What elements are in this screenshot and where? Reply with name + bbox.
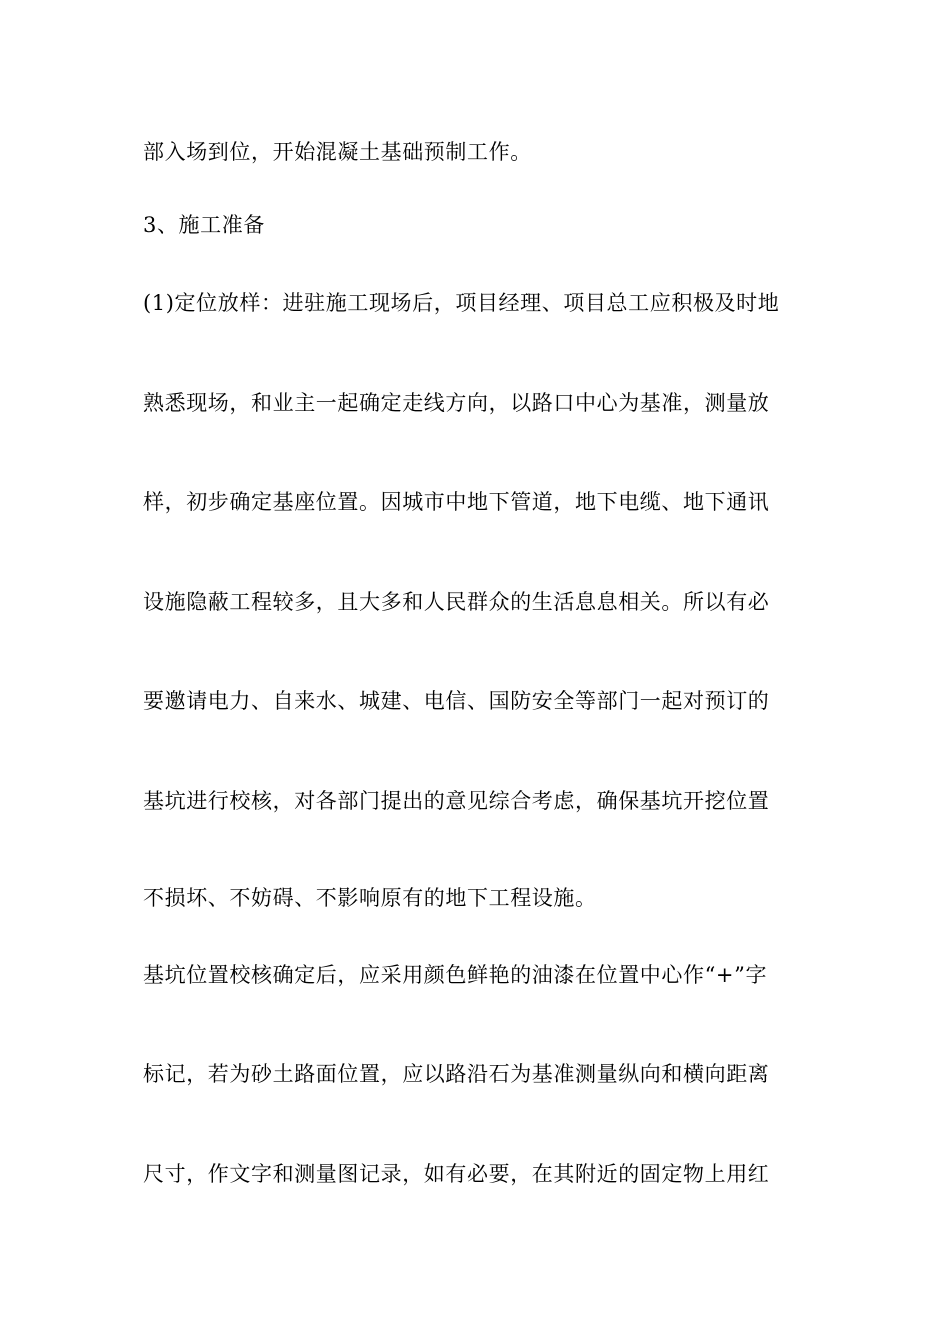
paragraph-line-8: 基坑进行校核，对各部门提出的意见综合考虑，确保基坑开挖位置 xyxy=(143,789,770,813)
paragraph-line-5: 样，初步确定基座位置。因城市中地下管道，地下电缆、地下通讯 xyxy=(143,490,770,514)
paragraph-line-4: 熟悉现场，和业主一起确定走线方向，以路口中心为基准，测量放 xyxy=(143,391,770,415)
paragraph-line-3: (1)定位放样：进驻施工现场后，项目经理、项目总工应积极及时地 xyxy=(143,291,780,315)
paragraph-line-6: 设施隐蔽工程较多，且大多和人民群众的生活息息相关。所以有必 xyxy=(143,590,770,614)
paragraph-line-10: 基坑位置校核确定后，应采用颜色鲜艳的油漆在位置中心作“+”字 xyxy=(143,963,768,987)
section-heading: 3、施工准备 xyxy=(143,213,265,237)
paragraph-line-12: 尺寸，作文字和测量图记录，如有必要，在其附近的固定物上用红 xyxy=(143,1162,770,1186)
paragraph-line-1: 部入场到位，开始混凝土基础预制工作。 xyxy=(143,140,532,164)
paragraph-line-7: 要邀请电力、自来水、城建、电信、国防安全等部门一起对预订的 xyxy=(143,689,770,713)
paragraph-line-11: 标记，若为砂土路面位置，应以路沿石为基准测量纵向和横向距离 xyxy=(143,1062,770,1086)
paragraph-line-9: 不损坏、不妨碍、不影响原有的地下工程设施。 xyxy=(143,886,597,910)
